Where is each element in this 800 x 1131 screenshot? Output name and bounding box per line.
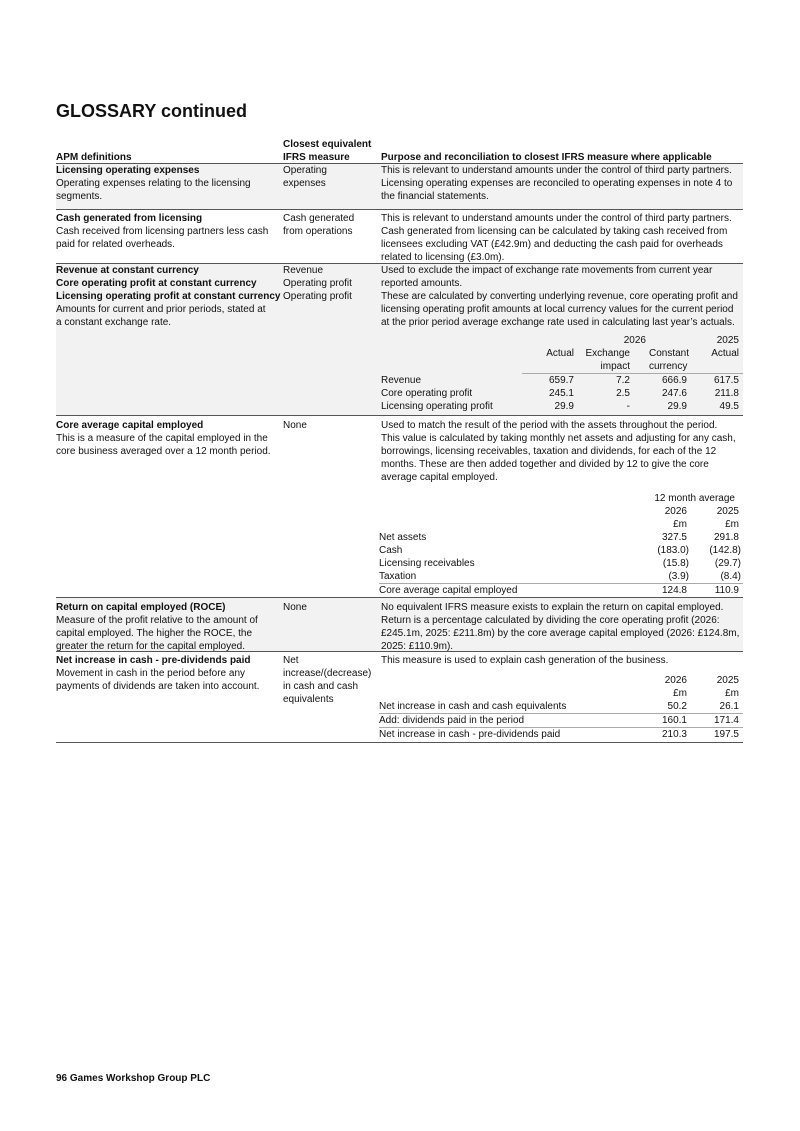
table-cell: (15.8) xyxy=(662,558,689,569)
table-row-label: Net increase in cash - pre-dividends paid xyxy=(379,729,561,740)
table-row-label: Cash xyxy=(379,545,403,556)
table-cell: (3.9) xyxy=(668,571,689,582)
ifrs-measure: None xyxy=(283,420,307,431)
ifrs-measure: equivalents xyxy=(283,694,334,705)
table-cell: 617.5 xyxy=(713,375,739,386)
purpose-line: £245.1m, 2025: £211.8m) by the core average capital employed (2026: £124.8m, xyxy=(381,628,740,639)
table-cell: 197.5 xyxy=(713,729,739,740)
table-row-label: Revenue xyxy=(381,375,422,386)
table-cell: 49.5 xyxy=(719,401,739,412)
table-row-label: Add: dividends paid in the period xyxy=(379,715,525,726)
purpose-line: reported amounts. xyxy=(381,278,463,289)
table-year-header: 2026 xyxy=(664,675,687,686)
header-ifrs-line1: Closest equivalent xyxy=(283,139,372,150)
apm-desc-line: greater the return for the capital employed. xyxy=(56,641,245,652)
table-col-header: Constant xyxy=(649,348,690,359)
ifrs-measure: expenses xyxy=(283,178,326,189)
apm-desc-line: capital employed. The higher the ROCE, the xyxy=(56,628,253,639)
purpose-line: related to licensing (£3.0m). xyxy=(381,252,505,263)
apm-name: Core average capital employed xyxy=(56,420,204,431)
table-col-header: Actual xyxy=(711,348,739,359)
apm-name: Licensing operating expenses xyxy=(56,165,200,176)
table-cell: 659.7 xyxy=(548,375,574,386)
table-year-header: 2025 xyxy=(716,675,739,686)
page-title: GLOSSARY continued xyxy=(56,101,248,121)
table-cell: 29.9 xyxy=(667,401,687,412)
purpose-line: Cash generated from licensing can be calculated by taking cash received from xyxy=(381,226,728,237)
table-unit: £m xyxy=(725,688,739,699)
row-rule xyxy=(56,415,743,416)
ifrs-measure: Operating xyxy=(283,165,327,176)
table-year-header: 2025 xyxy=(716,335,739,346)
purpose-line: 2025: £110.9m). xyxy=(381,641,454,652)
table-row-label: Core operating profit xyxy=(381,388,473,399)
table-unit: £m xyxy=(725,519,739,530)
purpose-line: This value is calculated by taking monthly net assets and adjusting for any cash, xyxy=(381,433,736,444)
purpose-line: licensing operating profit amounts at local currency values for the current period xyxy=(381,304,734,315)
row-rule xyxy=(56,742,743,743)
table-cell: 171.4 xyxy=(713,715,739,726)
ifrs-measure: Net xyxy=(283,655,299,666)
header-apm: APM definitions xyxy=(56,152,132,163)
table-cell: (142.8) xyxy=(709,545,741,556)
ifrs-measure: Operating profit xyxy=(283,291,352,302)
table-cell: 211.8 xyxy=(714,388,739,399)
table-year-header: 2025 xyxy=(716,506,739,517)
row-rule xyxy=(56,651,743,652)
table-cell: 291.8 xyxy=(713,532,739,543)
table-cell: 26.1 xyxy=(719,701,739,712)
apm-name: Cash generated from licensing xyxy=(56,213,203,224)
table-col-header: Actual xyxy=(546,348,574,359)
purpose-line: licensees excluding VAT (£42.9m) and deducting the cash paid for overheads xyxy=(381,239,723,250)
apm-desc-line: Amounts for current and prior periods, stated at xyxy=(56,304,266,315)
purpose-line: Used to match the result of the period with the assets throughout the period. xyxy=(381,420,718,431)
purpose-line: average capital employed. xyxy=(381,472,498,483)
table-row-label: Core average capital employed xyxy=(379,585,518,596)
table-cell: 245.1 xyxy=(548,388,574,399)
table-cell: 666.9 xyxy=(661,375,687,386)
apm-desc-line: Movement in cash in the period before any xyxy=(56,668,245,679)
table-cell: 50.2 xyxy=(667,701,687,712)
table-cell: 124.8 xyxy=(661,585,687,596)
purpose-line: No equivalent IFRS measure exists to explain the return on capital employed. xyxy=(381,602,724,613)
apm-desc-line: Measure of the profit relative to the amount of xyxy=(56,615,258,626)
table-cell: 247.6 xyxy=(661,388,687,399)
ifrs-measure: None xyxy=(283,602,307,613)
table-year-header: 2026 xyxy=(664,506,687,517)
purpose-line: This is relevant to understand amounts under the control of third party partners. xyxy=(381,165,732,176)
table-unit: £m xyxy=(673,519,687,530)
table-row-label: Licensing operating profit xyxy=(381,401,493,412)
table-cell: 160.1 xyxy=(661,715,687,726)
table-row-label: Taxation xyxy=(379,571,417,582)
apm-name: Net increase in cash - pre-dividends paid xyxy=(56,655,251,666)
table-cell: (8.4) xyxy=(720,571,741,582)
table-row-label: Licensing receivables xyxy=(379,558,475,569)
apm-desc-line: core business averaged over a 12 month period. xyxy=(56,446,271,457)
apm-desc-line: This is a measure of the capital employed in the xyxy=(56,433,268,444)
ifrs-measure: in cash and cash xyxy=(283,681,359,692)
ifrs-measure: increase/(decrease) xyxy=(283,668,372,679)
page-footer: 96 Games Workshop Group PLC xyxy=(56,1073,211,1084)
table-unit: £m xyxy=(673,688,687,699)
purpose-line: months. These are then added together and divided by 12 to give the core xyxy=(381,459,709,470)
table-cell: 7.2 xyxy=(616,375,630,386)
apm-desc-line: segments. xyxy=(56,191,103,202)
purpose-line: This measure is used to explain cash generation of the business. xyxy=(381,655,669,666)
header-purpose: Purpose and reconciliation to closest IFRS measure where applicable xyxy=(381,152,712,163)
apm-name: Core operating profit at constant currency xyxy=(56,278,257,289)
purpose-line: Return is a percentage calculated by dividing the core operating profit (2026: xyxy=(381,615,720,626)
ifrs-measure: Operating profit xyxy=(283,278,352,289)
row-rule xyxy=(56,209,743,210)
apm-desc-line: Cash received from licensing partners less cash xyxy=(56,226,269,237)
apm-desc-line: a constant exchange rate. xyxy=(56,317,172,328)
apm-desc-line: payments of dividends are taken into account. xyxy=(56,681,260,692)
table-cell: 327.5 xyxy=(661,532,687,543)
table-cell: 210.3 xyxy=(661,729,687,740)
apm-name: Return on capital employed (ROCE) xyxy=(56,602,226,613)
table-cell: 110.9 xyxy=(714,585,739,596)
purpose-line: These are calculated by converting underlying revenue, core operating profit and xyxy=(381,291,738,302)
table-cell: (183.0) xyxy=(657,545,689,556)
apm-desc-line: paid for related overheads. xyxy=(56,239,175,250)
apm-name: Revenue at constant currency xyxy=(56,265,199,276)
table-cell: - xyxy=(626,401,630,412)
ifrs-measure: Cash generated xyxy=(283,213,355,224)
table-row-label: Net increase in cash and cash equivalents xyxy=(379,701,567,712)
apm-name: Licensing operating profit at constant currency xyxy=(56,291,281,302)
table-col-header: currency xyxy=(649,361,688,372)
purpose-line: This is relevant to understand amounts under the control of third party partners. xyxy=(381,213,732,224)
table-col-header: impact xyxy=(600,361,630,372)
table-col-header: Exchange xyxy=(585,348,630,359)
ifrs-measure: from operations xyxy=(283,226,353,237)
purpose-line: Used to exclude the impact of exchange rate movements from current year xyxy=(381,265,713,276)
table-caption: 12 month average xyxy=(654,493,735,504)
purpose-line: borrowings, licensing receivables, taxation and dividends, for each of the 12 xyxy=(381,446,717,457)
ifrs-measure: Revenue xyxy=(283,265,324,276)
table-cell: (29.7) xyxy=(714,558,741,569)
table-cell: 29.9 xyxy=(554,401,574,412)
table-row-label: Net assets xyxy=(379,532,427,543)
table-year-header: 2026 xyxy=(623,335,646,346)
apm-desc-line: Operating expenses relating to the licensing xyxy=(56,178,251,189)
header-ifrs-line2: IFRS measure xyxy=(283,152,350,163)
purpose-line: the financial statements. xyxy=(381,191,489,202)
purpose-line: Licensing operating expenses are reconciled to operating expenses in note 4 to xyxy=(381,178,733,189)
table-cell: 2.5 xyxy=(616,388,630,399)
purpose-line: at the prior period average exchange rate used in calculating last year’s actuals. xyxy=(381,317,735,328)
